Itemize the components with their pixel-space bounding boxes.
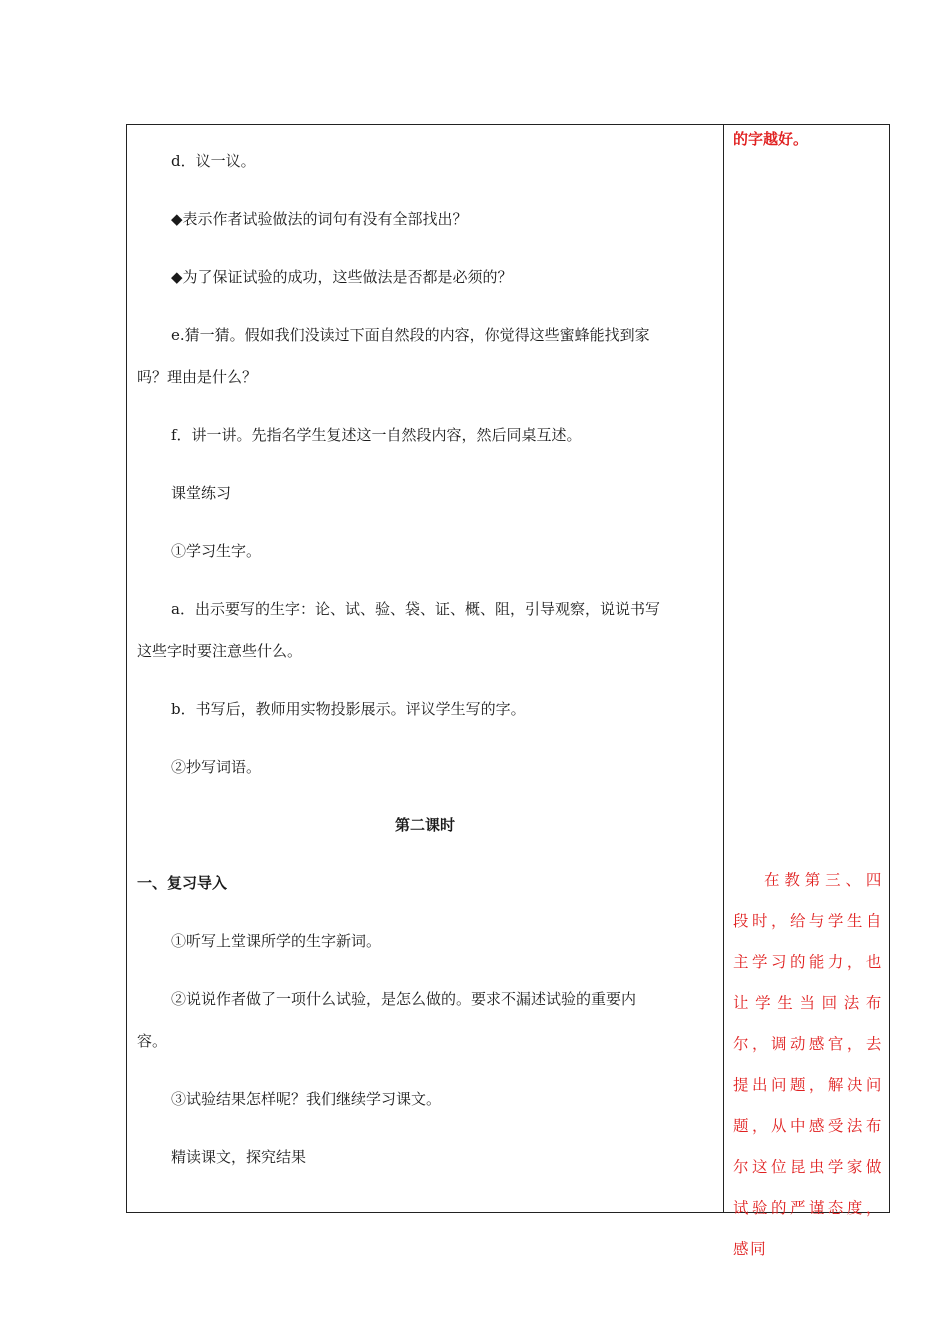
text-line: 容。 — [137, 1032, 168, 1050]
text-line: e.猜一猜。假如我们没读过下面自然段的内容，你觉得这些蜜蜂能找到家 — [171, 326, 650, 344]
text-line: ②说说作者做了一项什么试验，是怎么做的。要求不漏述试验的重要内 — [171, 990, 637, 1008]
annotation-note: 在教第三、四段时，给与学生自主学习的能力，也让学生当回法布尔，调动感官，去提出问题，解决问题，从中感受法布尔这位昆虫学家做试验的严谨态度，感同 — [733, 871, 883, 1258]
text-line: ◆表示作者试验做法的词句有没有全部找出？ — [171, 210, 468, 228]
section-heading: 第二课时 — [394, 816, 455, 834]
text-line: ◆为了保证试验的成功，这些做法是否都是必须的？ — [171, 268, 513, 286]
text-line: 这些字时要注意些什么。 — [137, 642, 303, 660]
text-line: f．讲一讲。先指名学生复述这一自然段内容，然后同桌互述。 — [171, 426, 582, 444]
subsection-heading: 一、复习导入 — [137, 874, 228, 892]
text-line: a．出示要写的生字：论、试、验、袋、证、概、阻，引导观察，说说书写 — [171, 600, 660, 618]
text-line: ③试验结果怎样呢？我们继续学习课文。 — [171, 1090, 442, 1108]
lesson-plan-table — [126, 124, 890, 1258]
annotation-column — [724, 125, 889, 1258]
text-line: ①听写上堂课所学的生字新词。 — [171, 932, 382, 950]
text-line: ②抄写词语。 — [171, 758, 262, 776]
text-line: 精读课文，探究结果 — [171, 1148, 307, 1166]
text-line: 课堂练习 — [171, 484, 232, 502]
text-line: 吗？理由是什么？ — [137, 368, 258, 386]
annotation-top-note: 的字越好。 — [733, 130, 809, 148]
text-line: d．议一议。 — [171, 152, 256, 170]
text-line: b．书写后，教师用实物投影展示。评议学生写的字。 — [171, 700, 526, 718]
lesson-content-column — [127, 125, 723, 1212]
text-line: ①学习生字。 — [171, 542, 262, 560]
